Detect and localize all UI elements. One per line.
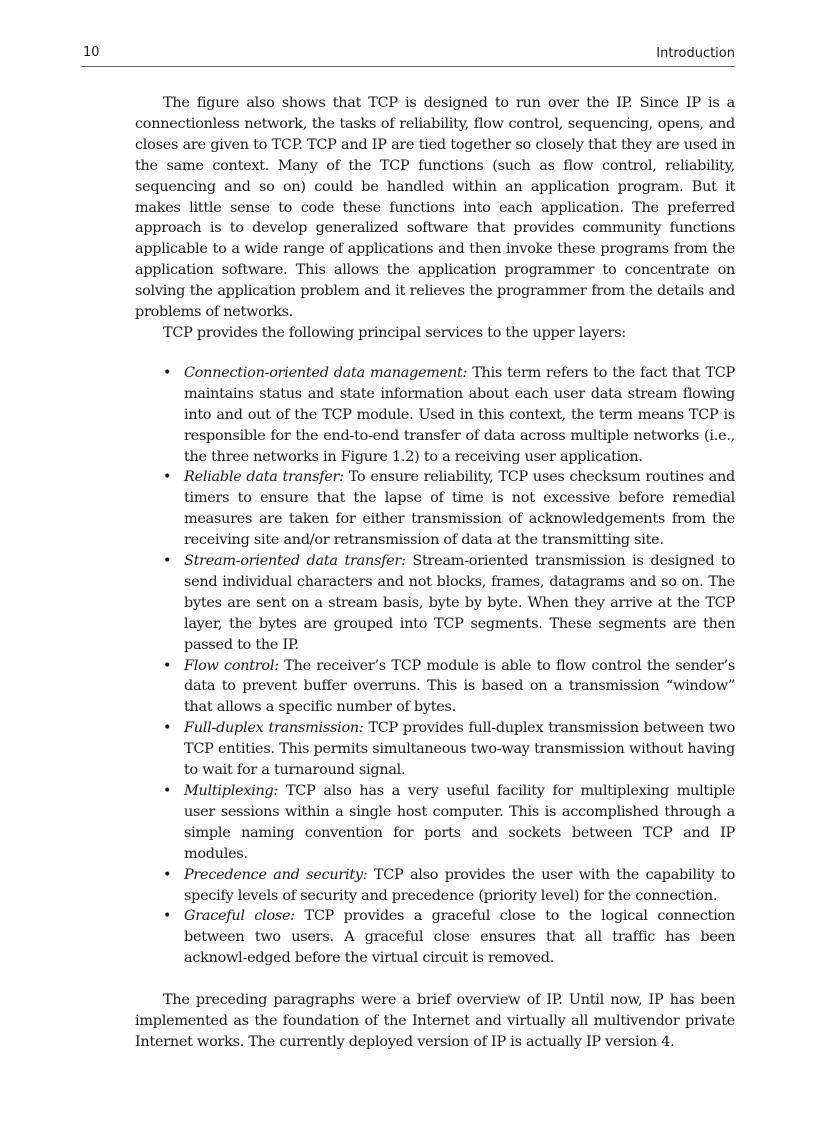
bullet-icon: • <box>163 866 172 883</box>
service-term: Full-duplex transmission: <box>184 720 364 737</box>
service-text: TCP also has a very useful facility for multiplexing multiple user sessions within a single host computer. This is accomplished through a simple naming convention for ports and sockets between TCP and IP modules. <box>184 783 735 862</box>
bullet-icon: • <box>163 364 172 381</box>
list-item <box>135 551 735 656</box>
service-text: TCP also provides the user with the capability to specify levels of security and precedence (priority level) for the connection. <box>184 866 735 904</box>
service-term: Precedence and security: <box>184 866 368 883</box>
services-list <box>135 363 735 969</box>
bullet-icon: • <box>163 783 172 799</box>
paragraph: TCP provides the following principal services to the upper layers: <box>163 324 626 341</box>
service-text: To ensure reliability, TCP uses checksum routines and timers to ensure that the lapse of time is not excessive before remedial measures are taken for either transmission of acknowledgements from the receiving site and/or retransmission of data at the transmitting site. <box>184 469 735 549</box>
list-item <box>135 718 735 781</box>
service-term: Graceful close: <box>184 908 295 925</box>
service-term: Multiplexing: <box>184 783 279 799</box>
list-item <box>135 865 735 907</box>
list-item <box>135 656 735 719</box>
service-text: This term refers to the fact that TCP maintains status and state information about each user data stream flowing into and out of the TCP module. Used in this context, the term means TCP is responsible for the end-to-end transfer of data across multiple networks (i.e., the three networks in Figure 1.2) to a receiving user application. <box>184 364 735 465</box>
list-item <box>135 467 735 551</box>
bullet-icon: • <box>163 657 172 674</box>
service-text: TCP provides a graceful close to the logical connection between two users. A graceful close ensures that all traffic has been acknowl-edged before the virtual circuit is removed. <box>184 908 735 967</box>
service-text: TCP provides full-duplex transmission between two TCP entities. This permits simultaneous two-way transmission without having to wait for a turnaround signal. <box>184 720 735 779</box>
service-term: Reliable data transfer: <box>184 469 344 486</box>
bullet-icon: • <box>163 469 172 486</box>
paragraph: The figure also shows that TCP is designed to run over the IP. Since IP is a connectionless network, the tasks of reliability, flow control, sequencing, opens, and closes are given to TCP. TCP and IP are tied together so closely that they are used in the same context. Many of the TCP functions (such as flow control, reliability, sequencing and so on) could be handled within an application program. But it makes little sense to code these functions into each application. The preferred approach is to develop generalized software that provides community functions applicable to a wide range of applications and then invoke these programs from the application software. This allows the application programmer to concentrate on solving the application problem and it relieves the programmer from the details and problems of networks. <box>135 95 735 321</box>
paragraph: The preceding paragraphs were a brief overview of IP. Until now, IP has been implemented as the foundation of the Internet and virtually all multivendor private Internet works. The currently deployed version of IP is actually IP version 4. <box>135 992 735 1050</box>
list-item <box>135 906 735 969</box>
page-number: 10 <box>83 45 100 60</box>
service-text: The receiver’s TCP module is able to flow control the sender’s data to prevent buffer overruns. This is based on a transmission “window” that allows a specific number of bytes. <box>184 657 735 716</box>
page-body <box>135 93 735 1053</box>
service-term: Stream-oriented data transfer: <box>184 553 406 570</box>
bullet-icon: • <box>163 908 172 925</box>
bullet-icon: • <box>163 553 172 570</box>
page-header <box>81 44 735 67</box>
service-term: Connection-oriented data management: <box>184 364 468 381</box>
service-text: Stream-oriented transmission is designed to send individual characters and not blocks, frames, datagrams and so on. The bytes are sent on a stream basis, byte by byte. When they arrive at the TCP layer, the bytes are grouped into TCP segments. These segments are then passed to the IP. <box>184 553 735 653</box>
bullet-icon: • <box>163 720 172 737</box>
service-term: Flow control: <box>184 657 279 674</box>
list-item <box>135 781 735 865</box>
list-item <box>135 363 735 468</box>
running-title: Introduction <box>656 46 735 61</box>
